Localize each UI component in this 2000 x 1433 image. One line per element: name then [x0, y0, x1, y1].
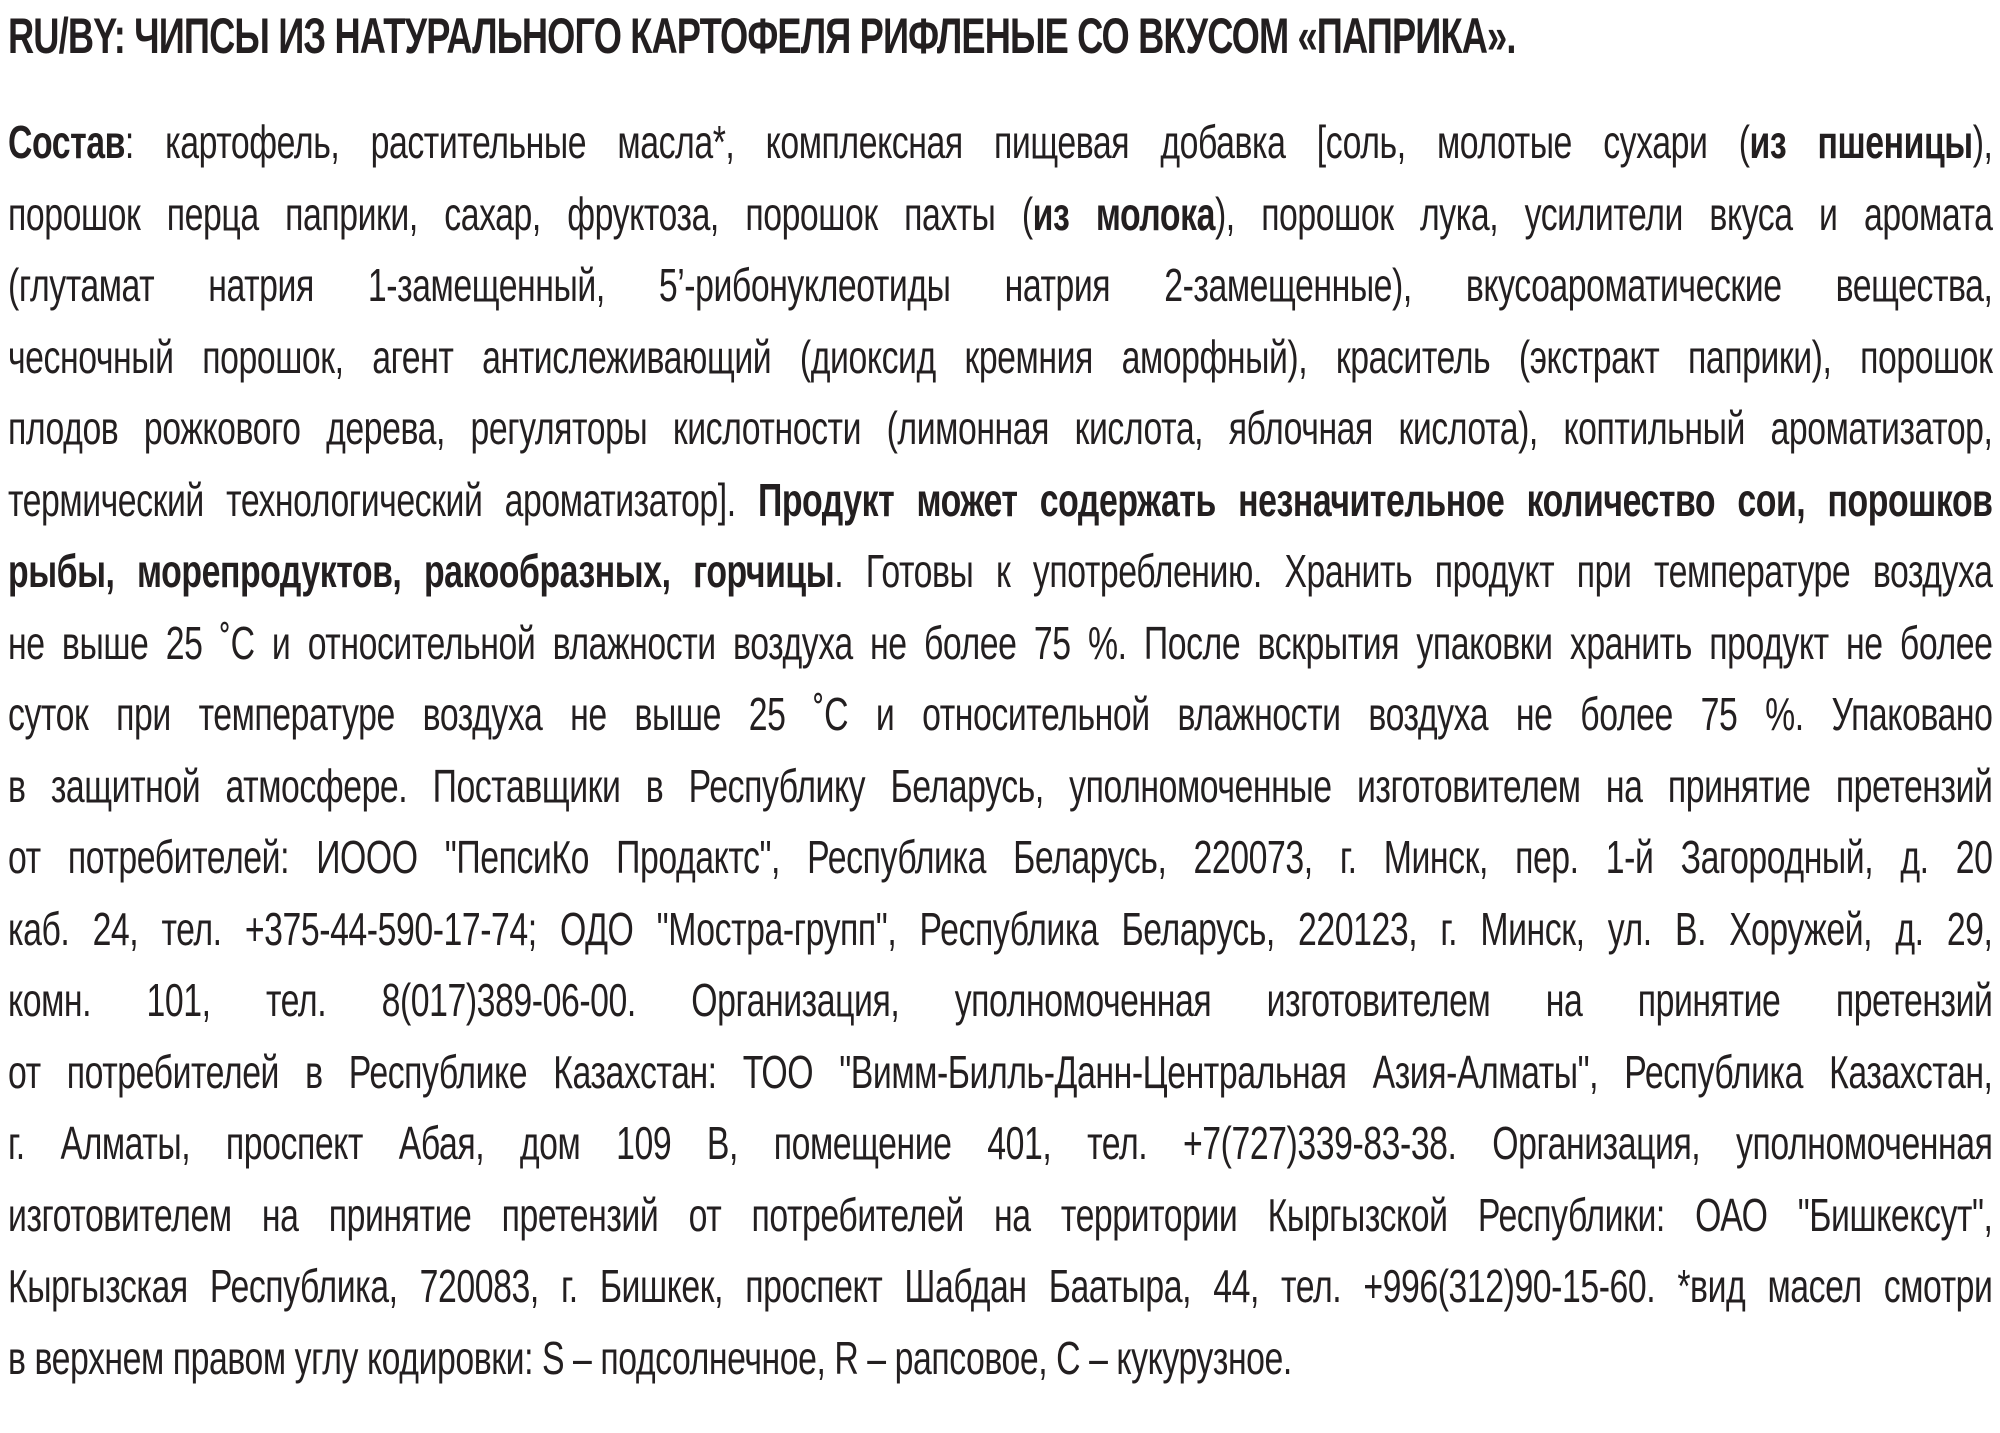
allergen-milk: из молока	[1032, 187, 1215, 240]
text-line	[8, 465, 1993, 537]
text-line	[8, 1180, 1993, 1252]
text-segment: каб. 24, тел. +375-44-590-17-74; ОДО "Мостра-групп", Республика Беларусь, 220123, г. Минск, ул. В. Хоружей, д. 29,	[8, 902, 1993, 955]
text-segment: : картофель, растительные масла*, комплексная пищевая добавка [соль, молотые сухари (	[124, 116, 1750, 168]
allergen-warning: Продукт может содержать незначительное количество сои, порошков	[757, 473, 1993, 526]
text-line	[8, 393, 1993, 465]
text-line	[8, 536, 1993, 608]
text-segment: Кыргызская Республика, 720083, г. Бишкек, проспект Шабдан Баатыра, 44, тел. +996(312)90-15-60. *вид масел смотри	[8, 1260, 1993, 1312]
text-line	[8, 822, 1993, 894]
text-segment: от потребителей: ИООО "ПепсиКо Продактс", Республика Беларусь, 220073, г. Минск, пер. 1-й Загородный, д. 20	[8, 831, 1993, 883]
allergen-warning-cont: рыбы, морепродуктов, ракообразных, горчицы	[8, 545, 835, 597]
text-segment: суток при температуре воздуха не выше 25 ˚С и относительной влажности воздуха не более 75 %. Упаковано	[8, 688, 1993, 740]
text-line	[8, 1037, 1993, 1109]
text-segment: чесночный порошок, агент антислеживающий (диоксид кремния аморфный), краситель (экстракт паприки), порошок	[8, 330, 1993, 383]
text-segment: изготовителем на принятие претензий от потребителей на территории Кыргызской Республики: ОАО "Бишкексут",	[8, 1188, 1993, 1241]
text-segment: ),	[1972, 116, 1993, 168]
label-body-text	[8, 107, 1993, 1394]
text-segment: плодов рожкового дерева, регуляторы кислотности (лимонная кислота, яблочная кислота), коптильный ароматизатор,	[8, 402, 1993, 454]
text-segment: г. Алматы, проспект Абая, дом 109 В, помещение 401, тел. +7(727)339-83-38. Организация, уполномоченная	[8, 1117, 1993, 1169]
text-line	[8, 1323, 1993, 1395]
text-segment: не выше 25 ˚С и относительной влажности воздуха не более 75 %. После вскрытия упаковки хранить продукт не более	[8, 616, 1993, 669]
text-line	[8, 107, 1993, 179]
text-line	[8, 965, 1993, 1037]
text-segment: порошок перца паприки, сахар, фруктоза, порошок пахты (	[8, 187, 1033, 240]
allergen-wheat: из пшеницы	[1749, 116, 1973, 168]
text-segment: . Готовы к употреблению. Хранить продукт при температуре воздуха	[834, 545, 1993, 597]
text-line	[8, 250, 1993, 322]
product-label	[8, 0, 1998, 72]
product-title: RU/BY: ЧИПСЫ ИЗ НАТУРАЛЬНОГО КАРТОФЕЛЯ РИФЛЕНЫЕ СО ВКУСОМ «ПАПРИКА».	[8, 8, 1516, 64]
text-line	[8, 608, 1993, 680]
text-line	[8, 679, 1993, 751]
text-segment: ), порошок лука, усилители вкуса и аромата	[1214, 187, 1993, 240]
text-segment: комн. 101, тел. 8(017)389-06-00. Организация, уполномоченная изготовителем на принятие претензий	[8, 974, 1993, 1026]
text-segment: термический технологический ароматизатор].	[8, 473, 758, 526]
text-line	[8, 179, 1993, 251]
text-line	[8, 1251, 1993, 1323]
text-line	[8, 894, 1993, 966]
text-segment: в защитной атмосфере. Поставщики в Республику Беларусь, уполномоченные изготовителем на принятие претензий	[8, 759, 1993, 812]
text-segment: в верхнем правом углу кодировки: S – подсолнечное, R – рапсовое, C – кукурузное.	[8, 1331, 1292, 1384]
text-line	[8, 751, 1993, 823]
text-line	[8, 322, 1993, 394]
composition-label: Состав	[8, 116, 125, 168]
text-line	[8, 1108, 1993, 1180]
text-segment: от потребителей в Республике Казахстан: ТОО "Вимм-Билль-Данн-Центральная Азия-Алматы", Республика Казахстан,	[8, 1045, 1993, 1098]
text-segment: (глутамат натрия 1-замещенный, 5’-рибонуклеотиды натрия 2-замещенные), вкусоароматические вещества,	[8, 259, 1993, 311]
